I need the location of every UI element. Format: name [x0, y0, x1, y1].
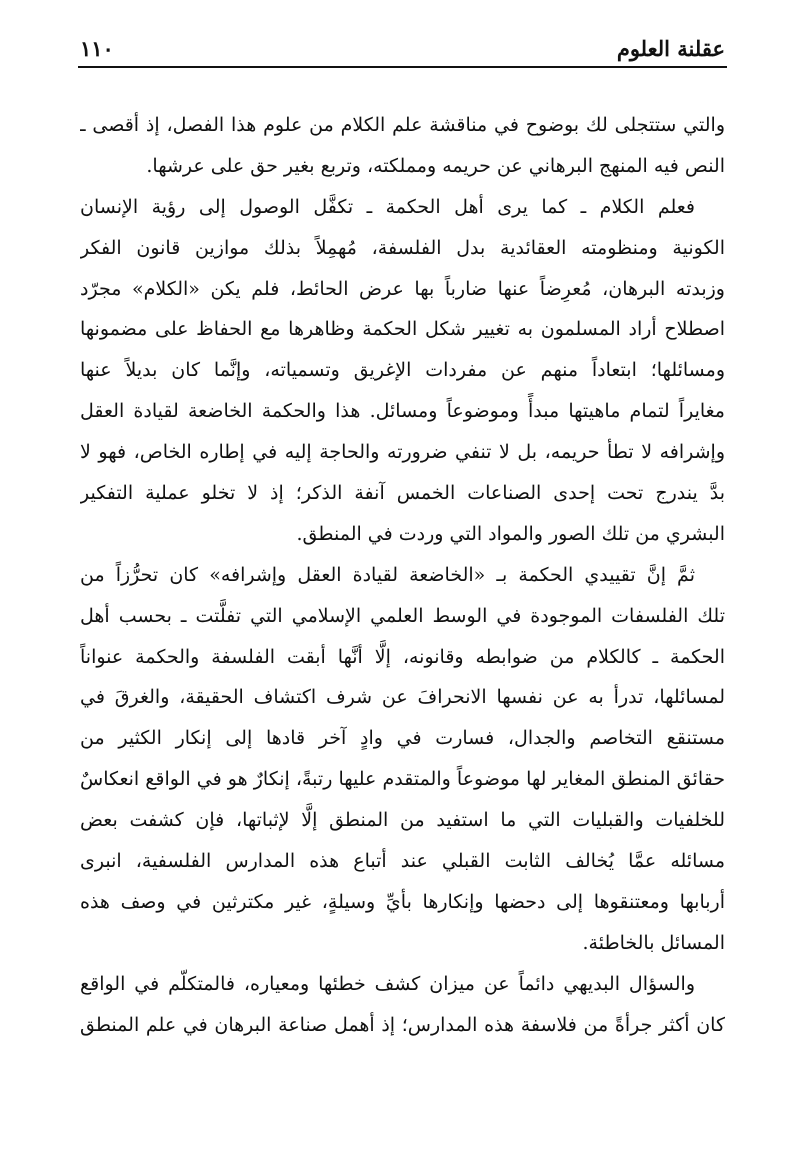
text-line: فعلم الكلام ـ كما يرى أهل الحكمة ـ تكفَّل الوصول إلى رؤية الإنسان — [80, 195, 695, 218]
text-line: أربابها ومعتنقوها إلى دحضها وإنكارها بأيِّ وسيلةٍ، غير مكترثين في وصف هذه — [80, 890, 725, 913]
text-line: والسؤال البديهي دائماً عن ميزان كشف خطئها ومعياره، فالمتكلّم في الواقع — [80, 972, 695, 995]
text-line: وزبدته البرهان، مُعرِضاً عنها ضارباً بها عرض الحائط، فلم يكن «الكلام» مجرّد — [80, 277, 725, 300]
text-line: مستنقع التخاصم والجدال، فسارت في وادٍ آخر قادها إلى إنكار الكثير من — [80, 727, 725, 750]
text-line: والتي ستتجلى لك بوضوح في مناقشة علم الكلام من علوم هذا الفصل، إذ أقصى ـ — [80, 114, 725, 136]
text-line: تلك الفلسفات الموجودة في الوسط العلمي الإسلامي التي تفلَّتت ـ بحسب أهل — [80, 604, 725, 627]
text-line: الحكمة ـ كالكلام من ضوابطه وقانونه، إلَّا أنَّها أبقت الفلسفة والحكمة عنواناً — [80, 645, 725, 668]
page-number: ١١٠ — [80, 36, 114, 61]
text-line: وإشرافه لا تطأ حريمه، بل لا تنفي ضرورته والحاجة إليه في إطاره الخاص، فهو لا — [80, 441, 725, 464]
text-line: ثمَّ إنَّ تقييدي الحكمة بـ «الخاضعة لقيادة العقل وإشرافه» كان تحرُّزاً من — [80, 563, 695, 586]
text-line: للخلفيات والقبليات التي ما استفيد من المنطق إلَّا لإثباتها، فإن كشفت بعض — [80, 809, 725, 832]
text-line: النص فيه المنهج البرهاني عن حريمه ومملكته، وتربع بغير حق على عرشها. — [146, 154, 725, 177]
text-line: مغايراً لتمام ماهيتها مبدأً وموضوعاً ومسائل. هذا والحكمة الخاضعة لقيادة العقل — [80, 400, 725, 423]
text-line: الكونية ومنظومته العقائدية بدل الفلسفة، مُهمِلاً بذلك موازين قانون الفكر — [80, 236, 725, 259]
text-line: لمسائلها، تدرأ به عن نفسها الانحرافَ عن شرف اكتشاف الحقيقة، والغرقَ في — [80, 686, 725, 709]
body-text — [80, 105, 725, 1045]
text-line: كان أكثر جرأةً من فلاسفة هذه المدارس؛ إذ أهمل صناعة البرهان في علم المنطق — [80, 1013, 725, 1036]
header-rule — [78, 66, 727, 68]
running-header — [80, 30, 725, 64]
text-line: المسائل بالخاطئة. — [582, 931, 725, 954]
text-line: ومسائلها؛ ابتعاداً منهم عن مفردات الإغريق وتسمياته، وإنَّما كان بديلاً عنها — [80, 359, 725, 382]
text-line: البشري من تلك الصور والمواد التي وردت في المنطق. — [296, 522, 725, 545]
text-line: بدَّ يندرج تحت إحدى الصناعات الخمس آنفة الذكر؛ إذ لا تخلو عملية التفكير — [80, 482, 725, 505]
text-line: مسائله عمَّا يُخالف الثابت القبلي عند أتباع هذه المدارس الفلسفية، انبرى — [80, 850, 725, 873]
text-line: اصطلاح أراد المسلمون به تغيير شكل الحكمة وظاهرها مع الحفاظ على مضمونها — [80, 318, 725, 341]
running-title: عقلنة العلوم — [616, 36, 725, 61]
text-line: حقائق المنطق المغاير لها موضوعاً والمتقدم عليها رتبةً، إنكارٌ هو في الواقع انعكاسٌ — [80, 768, 725, 791]
